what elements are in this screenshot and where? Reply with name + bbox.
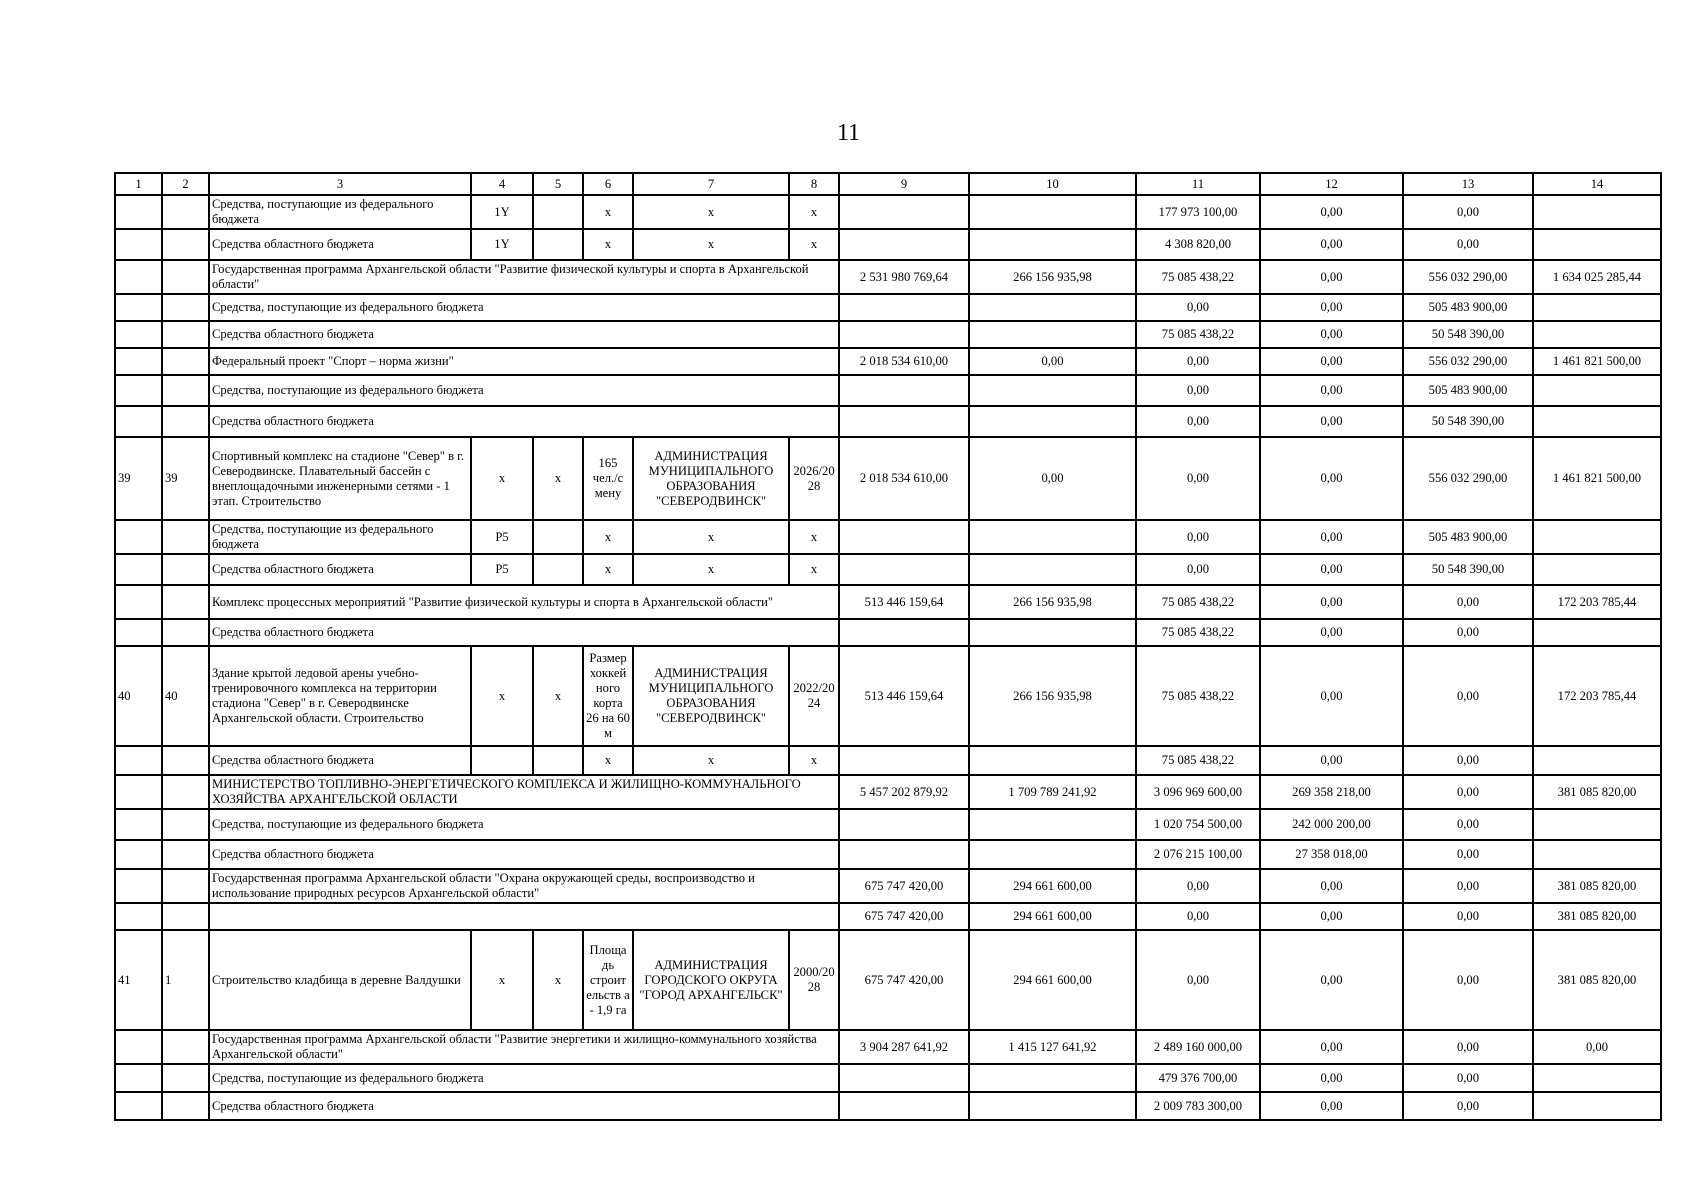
amount-cell [839, 1092, 969, 1120]
amount-cell [969, 375, 1136, 406]
amount-cell: 294 661 600,00 [969, 869, 1136, 903]
period-cell: 2022/20 24 [789, 646, 839, 746]
amount-cell: 505 483 900,00 [1403, 294, 1533, 321]
amount-cell: 0,00 [1136, 406, 1260, 437]
capacity-cell: Размер хоккей ного корта 26 на 60 м [583, 646, 633, 746]
amount-cell: 0,00 [1260, 520, 1403, 554]
amount-cell [969, 520, 1136, 554]
table-row [115, 746, 1661, 775]
table-row [115, 1092, 1661, 1120]
section-title: Комплекс процессных мероприятий "Развитие физической культуры и спорта в Архангельской области" [209, 585, 839, 619]
page-number: 11 [836, 120, 861, 146]
amount-cell: 0,00 [969, 348, 1136, 375]
column-number: 6 [583, 173, 633, 195]
table-row [115, 930, 1661, 1030]
funding-source-label: Средства областного бюджета [209, 321, 839, 348]
empty-cell [115, 619, 162, 646]
amount-cell [839, 321, 969, 348]
funding-source-label: Средства областного бюджета [209, 619, 839, 646]
amount-cell [969, 229, 1136, 260]
funding-source-label: Средства областного бюджета [209, 406, 839, 437]
mark-cell: x [471, 930, 533, 1030]
amount-cell: 1 634 025 285,44 [1533, 260, 1661, 294]
amount-cell: 675 747 420,00 [839, 869, 969, 903]
amount-cell: 0,00 [1260, 903, 1403, 930]
funding-source-label: Средства, поступающие из федерального бюджета [209, 520, 471, 554]
amount-cell: 479 376 700,00 [1136, 1064, 1260, 1092]
amount-cell: 0,00 [1403, 585, 1533, 619]
mark-cell: x [789, 746, 839, 775]
table-row [115, 260, 1661, 294]
empty-cell [115, 260, 162, 294]
empty-cell [162, 406, 209, 437]
column-number: 4 [471, 173, 533, 195]
amount-cell: 0,00 [1260, 585, 1403, 619]
amount-cell: 0,00 [1403, 1030, 1533, 1064]
amount-cell [839, 1064, 969, 1092]
empty-cell [162, 619, 209, 646]
amount-cell: 0,00 [1136, 554, 1260, 585]
amount-cell [839, 840, 969, 869]
amount-cell: 177 973 100,00 [1136, 195, 1260, 229]
empty-cell [162, 840, 209, 869]
amount-cell [969, 1064, 1136, 1092]
table-row [115, 348, 1661, 375]
table-row [115, 619, 1661, 646]
amount-cell: 294 661 600,00 [969, 903, 1136, 930]
amount-cell: 381 085 820,00 [1533, 903, 1661, 930]
empty-cell [115, 406, 162, 437]
amount-cell: 0,00 [1260, 1064, 1403, 1092]
empty-cell [162, 903, 209, 930]
table-row [115, 840, 1661, 869]
empty-cell [533, 520, 583, 554]
amount-cell: 3 904 287 641,92 [839, 1030, 969, 1064]
amount-cell [969, 809, 1136, 840]
mark-cell: x [583, 195, 633, 229]
amount-cell: 75 085 438,22 [1136, 585, 1260, 619]
amount-cell [839, 520, 969, 554]
empty-cell [115, 348, 162, 375]
empty-cell [162, 585, 209, 619]
code-cell [471, 746, 533, 775]
amount-cell: 0,00 [1136, 903, 1260, 930]
capacity-cell: Площа дь строит ельств а - 1,9 га [583, 930, 633, 1030]
amount-cell: 675 747 420,00 [839, 930, 969, 1030]
amount-cell: 2 076 215 100,00 [1136, 840, 1260, 869]
table-row [115, 229, 1661, 260]
amount-cell: 75 085 438,22 [1136, 746, 1260, 775]
amount-cell: 0,00 [1260, 195, 1403, 229]
amount-cell: 0,00 [1260, 869, 1403, 903]
amount-cell: 0,00 [1260, 294, 1403, 321]
amount-cell [1533, 1092, 1661, 1120]
amount-cell: 0,00 [1260, 619, 1403, 646]
budget-table [114, 172, 1662, 1121]
amount-cell [1533, 294, 1661, 321]
amount-cell: 513 446 159,64 [839, 585, 969, 619]
item-number: 1 [162, 930, 209, 1030]
column-number: 12 [1260, 173, 1403, 195]
amount-cell: 2 489 160 000,00 [1136, 1030, 1260, 1064]
amount-cell: 0,00 [1403, 840, 1533, 869]
amount-cell [839, 294, 969, 321]
amount-cell: 0,00 [1260, 930, 1403, 1030]
amount-cell: 27 358 018,00 [1260, 840, 1403, 869]
mark-cell: x [789, 195, 839, 229]
amount-cell: 513 446 159,64 [839, 646, 969, 746]
mark-cell: x [583, 520, 633, 554]
amount-cell: 2 009 783 300,00 [1136, 1092, 1260, 1120]
row-number: 40 [115, 646, 162, 746]
table-row [115, 1064, 1661, 1092]
amount-cell [969, 840, 1136, 869]
amount-cell: 0,00 [1260, 260, 1403, 294]
amount-cell: 556 032 290,00 [1403, 260, 1533, 294]
mark-cell: x [533, 437, 583, 520]
amount-cell [969, 321, 1136, 348]
code-cell: 1Y [471, 195, 533, 229]
amount-cell: 0,00 [1136, 348, 1260, 375]
amount-cell: 266 156 935,98 [969, 260, 1136, 294]
customer-cell: АДМИНИСТРАЦИЯ МУНИЦИПАЛЬНОГО ОБРАЗОВАНИЯ "СЕВЕРОДВИНСК" [633, 437, 789, 520]
empty-cell [115, 294, 162, 321]
amount-cell [839, 619, 969, 646]
mark-cell: x [633, 520, 789, 554]
amount-cell: 0,00 [1403, 195, 1533, 229]
amount-cell: 3 096 969 600,00 [1136, 775, 1260, 809]
capacity-cell: 165 чел./с мену [583, 437, 633, 520]
amount-cell: 0,00 [1260, 321, 1403, 348]
amount-cell: 0,00 [1403, 646, 1533, 746]
amount-cell: 0,00 [1403, 903, 1533, 930]
amount-cell: 0,00 [1136, 294, 1260, 321]
column-number: 3 [209, 173, 471, 195]
mark-cell: x [583, 229, 633, 260]
amount-cell [969, 294, 1136, 321]
item-number: 39 [162, 437, 209, 520]
funding-source-label: Средства областного бюджета [209, 840, 839, 869]
section-title: Государственная программа Архангельской области "Охрана окружающей среды, воспроизводство и использование природных ресурсов Архангельской области" [209, 869, 839, 903]
amount-cell [839, 229, 969, 260]
amount-cell: 0,00 [1403, 746, 1533, 775]
column-number: 13 [1403, 173, 1533, 195]
section-title [209, 903, 839, 930]
mark-cell: x [789, 229, 839, 260]
amount-cell [839, 406, 969, 437]
column-number: 5 [533, 173, 583, 195]
table-row [115, 406, 1661, 437]
amount-cell: 505 483 900,00 [1403, 375, 1533, 406]
amount-cell: 0,00 [1403, 809, 1533, 840]
amount-cell: 505 483 900,00 [1403, 520, 1533, 554]
amount-cell: 0,00 [1403, 229, 1533, 260]
empty-cell [162, 294, 209, 321]
amount-cell: 0,00 [1136, 375, 1260, 406]
amount-cell: 556 032 290,00 [1403, 437, 1533, 520]
amount-cell [1533, 406, 1661, 437]
row-number: 41 [115, 930, 162, 1030]
amount-cell: 172 203 785,44 [1533, 585, 1661, 619]
amount-cell [1533, 229, 1661, 260]
amount-cell: 50 548 390,00 [1403, 321, 1533, 348]
amount-cell [839, 195, 969, 229]
amount-cell: 0,00 [1260, 646, 1403, 746]
amount-cell: 556 032 290,00 [1403, 348, 1533, 375]
empty-cell [115, 903, 162, 930]
amount-cell [839, 809, 969, 840]
amount-cell: 0,00 [969, 437, 1136, 520]
empty-cell [162, 375, 209, 406]
amount-cell: 2 018 534 610,00 [839, 437, 969, 520]
amount-cell: 0,00 [1136, 437, 1260, 520]
funding-source-label: Средства областного бюджета [209, 554, 471, 585]
table-row [115, 554, 1661, 585]
amount-cell: 0,00 [1136, 520, 1260, 554]
amount-cell: 0,00 [1260, 554, 1403, 585]
empty-cell [115, 195, 162, 229]
amount-cell [969, 619, 1136, 646]
mark-cell: x [471, 646, 533, 746]
empty-cell [162, 1064, 209, 1092]
empty-cell [162, 1030, 209, 1064]
empty-cell [115, 229, 162, 260]
amount-cell: 0,00 [1260, 746, 1403, 775]
amount-cell [1533, 375, 1661, 406]
empty-cell [533, 195, 583, 229]
amount-cell [969, 195, 1136, 229]
empty-cell [162, 746, 209, 775]
amount-cell: 1 709 789 241,92 [969, 775, 1136, 809]
table-row [115, 809, 1661, 840]
table-row [115, 375, 1661, 406]
amount-cell: 242 000 200,00 [1260, 809, 1403, 840]
object-name: Здание крытой ледовой арены учебно-тренировочного комплекса на территории стадиона "Север" в г. Северодвинске Архангельской области. Строительство [209, 646, 471, 746]
amount-cell [969, 746, 1136, 775]
amount-cell: 5 457 202 879,92 [839, 775, 969, 809]
amount-cell: 675 747 420,00 [839, 903, 969, 930]
amount-cell: 75 085 438,22 [1136, 321, 1260, 348]
amount-cell: 75 085 438,22 [1136, 260, 1260, 294]
empty-cell [115, 840, 162, 869]
table-row [115, 775, 1661, 809]
funding-source-label: Средства, поступающие из федерального бюджета [209, 809, 839, 840]
empty-cell [115, 1092, 162, 1120]
empty-cell [115, 775, 162, 809]
empty-cell [162, 260, 209, 294]
empty-cell [115, 375, 162, 406]
amount-cell: 50 548 390,00 [1403, 554, 1533, 585]
empty-cell [115, 321, 162, 348]
amount-cell: 266 156 935,98 [969, 585, 1136, 619]
table-row [115, 1030, 1661, 1064]
column-number: 1 [115, 173, 162, 195]
amount-cell: 1 461 821 500,00 [1533, 348, 1661, 375]
object-name: Строительство кладбища в деревне Валдушки [209, 930, 471, 1030]
empty-cell [533, 229, 583, 260]
amount-cell: 2 018 534 610,00 [839, 348, 969, 375]
empty-cell [162, 195, 209, 229]
mark-cell: x [583, 554, 633, 585]
column-number: 9 [839, 173, 969, 195]
amount-cell: 2 531 980 769,64 [839, 260, 969, 294]
empty-cell [115, 869, 162, 903]
table-row [115, 437, 1661, 520]
amount-cell [969, 406, 1136, 437]
mark-cell: x [789, 520, 839, 554]
amount-cell [1533, 554, 1661, 585]
mark-cell: x [633, 229, 789, 260]
header-row [115, 173, 1661, 195]
section-title: Государственная программа Архангельской области "Развитие физической культуры и спорта в Архангельской области" [209, 260, 839, 294]
mark-cell: x [471, 437, 533, 520]
amount-cell: 0,00 [1403, 1092, 1533, 1120]
amount-cell: 50 548 390,00 [1403, 406, 1533, 437]
amount-cell: 381 085 820,00 [1533, 775, 1661, 809]
amount-cell: 0,00 [1403, 619, 1533, 646]
mark-cell: x [633, 746, 789, 775]
amount-cell [1533, 619, 1661, 646]
mark-cell: x [789, 554, 839, 585]
amount-cell: 172 203 785,44 [1533, 646, 1661, 746]
item-number: 40 [162, 646, 209, 746]
mark-cell: x [533, 646, 583, 746]
empty-cell [115, 554, 162, 585]
amount-cell: 0,00 [1260, 437, 1403, 520]
code-cell: P5 [471, 520, 533, 554]
amount-cell: 0,00 [1136, 869, 1260, 903]
column-number: 14 [1533, 173, 1661, 195]
empty-cell [115, 809, 162, 840]
empty-cell [162, 229, 209, 260]
empty-cell [115, 585, 162, 619]
object-name: Спортивный комплекс на стадионе "Север" в г. Северодвинске. Плавательный бассейн с внеплощадочными инженерными сетями - 1 этап. Строительство [209, 437, 471, 520]
amount-cell [1533, 746, 1661, 775]
customer-cell: АДМИНИСТРАЦИЯ ГОРОДСКОГО ОКРУГА "ГОРОД АРХАНГЕЛЬСК" [633, 930, 789, 1030]
amount-cell: 0,00 [1260, 375, 1403, 406]
customer-cell: АДМИНИСТРАЦИЯ МУНИЦИПАЛЬНОГО ОБРАЗОВАНИЯ "СЕВЕРОДВИНСК" [633, 646, 789, 746]
column-number: 2 [162, 173, 209, 195]
period-cell: 2026/20 28 [789, 437, 839, 520]
empty-cell [162, 1092, 209, 1120]
amount-cell: 1 020 754 500,00 [1136, 809, 1260, 840]
amount-cell: 0,00 [1260, 229, 1403, 260]
table-row [115, 520, 1661, 554]
mark-cell: x [633, 195, 789, 229]
amount-cell [839, 554, 969, 585]
amount-cell: 0,00 [1403, 775, 1533, 809]
table-row [115, 903, 1661, 930]
mark-cell: x [633, 554, 789, 585]
amount-cell: 1 461 821 500,00 [1533, 437, 1661, 520]
amount-cell [1533, 195, 1661, 229]
amount-cell [839, 746, 969, 775]
amount-cell: 0,00 [1260, 1030, 1403, 1064]
amount-cell: 381 085 820,00 [1533, 869, 1661, 903]
funding-source-label: Средства областного бюджета [209, 746, 471, 775]
empty-cell [115, 1030, 162, 1064]
amount-cell: 0,00 [1260, 1092, 1403, 1120]
amount-cell: 0,00 [1403, 930, 1533, 1030]
amount-cell: 0,00 [1260, 348, 1403, 375]
empty-cell [115, 746, 162, 775]
code-cell: P5 [471, 554, 533, 585]
amount-cell [1533, 1064, 1661, 1092]
amount-cell [969, 1092, 1136, 1120]
amount-cell: 1 415 127 641,92 [969, 1030, 1136, 1064]
column-number: 11 [1136, 173, 1260, 195]
funding-source-label: Средства областного бюджета [209, 1092, 839, 1120]
mark-cell: x [533, 930, 583, 1030]
table-row [115, 321, 1661, 348]
empty-cell [162, 869, 209, 903]
amount-cell: 75 085 438,22 [1136, 646, 1260, 746]
amount-cell: 75 085 438,22 [1136, 619, 1260, 646]
code-cell: 1Y [471, 229, 533, 260]
empty-cell [533, 554, 583, 585]
row-number: 39 [115, 437, 162, 520]
amount-cell: 0,00 [1403, 1064, 1533, 1092]
empty-cell [533, 746, 583, 775]
section-title: Государственная программа Архангельской области "Развитие энергетики и жилищно-коммунального хозяйства Архангельской области" [209, 1030, 839, 1064]
amount-cell [1533, 520, 1661, 554]
amount-cell: 0,00 [1260, 406, 1403, 437]
mark-cell: x [583, 746, 633, 775]
funding-source-label: Средства, поступающие из федерального бюджета [209, 1064, 839, 1092]
column-number: 8 [789, 173, 839, 195]
funding-source-label: Средства областного бюджета [209, 229, 471, 260]
amount-cell [969, 554, 1136, 585]
table-row [115, 585, 1661, 619]
table-row [115, 646, 1661, 746]
column-number: 7 [633, 173, 789, 195]
amount-cell: 0,00 [1403, 869, 1533, 903]
amount-cell [1533, 840, 1661, 869]
empty-cell [162, 775, 209, 809]
column-number: 10 [969, 173, 1136, 195]
amount-cell: 269 358 218,00 [1260, 775, 1403, 809]
empty-cell [162, 520, 209, 554]
funding-source-label: Средства, поступающие из федерального бюджета [209, 294, 839, 321]
table-row [115, 294, 1661, 321]
table-row [115, 195, 1661, 229]
empty-cell [162, 809, 209, 840]
funding-source-label: Средства, поступающие из федерального бюджета [209, 195, 471, 229]
empty-cell [162, 554, 209, 585]
amount-cell: 266 156 935,98 [969, 646, 1136, 746]
amount-cell: 0,00 [1533, 1030, 1661, 1064]
amount-cell: 381 085 820,00 [1533, 930, 1661, 1030]
section-title: Федеральный проект "Спорт – норма жизни" [209, 348, 839, 375]
section-title: МИНИСТЕРСТВО ТОПЛИВНО-ЭНЕРГЕТИЧЕСКОГО КОМПЛЕКСА И ЖИЛИЩНО-КОММУНАЛЬНОГО ХОЗЯЙСТВА АРХАНГЕЛЬСКОЙ ОБЛАСТИ [209, 775, 839, 809]
amount-cell: 0,00 [1136, 930, 1260, 1030]
amount-cell: 294 661 600,00 [969, 930, 1136, 1030]
amount-cell [1533, 809, 1661, 840]
empty-cell [162, 321, 209, 348]
empty-cell [162, 348, 209, 375]
amount-cell [839, 375, 969, 406]
empty-cell [115, 520, 162, 554]
period-cell: 2000/20 28 [789, 930, 839, 1030]
table-row [115, 869, 1661, 903]
empty-cell [115, 1064, 162, 1092]
amount-cell [1533, 321, 1661, 348]
amount-cell: 4 308 820,00 [1136, 229, 1260, 260]
funding-source-label: Средства, поступающие из федерального бюджета [209, 375, 839, 406]
